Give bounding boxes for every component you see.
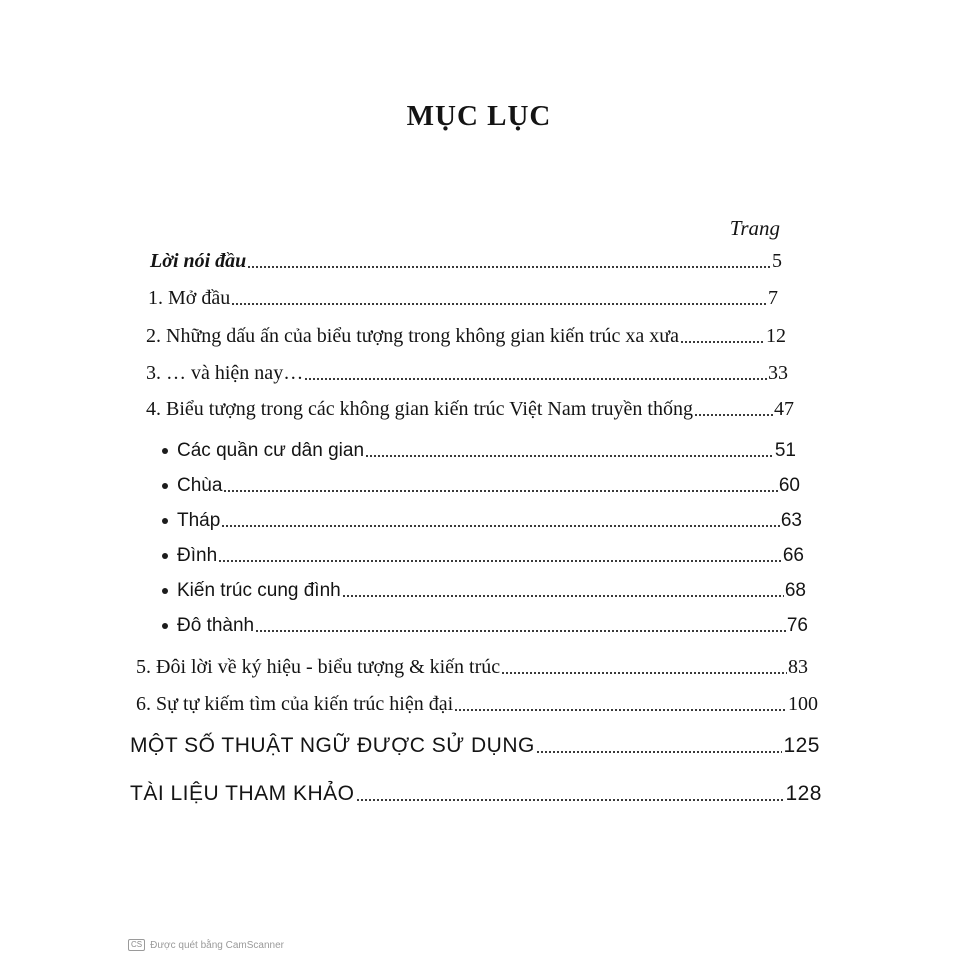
dot-leader [218, 545, 782, 567]
page-title: MỤC LỤC [406, 100, 552, 132]
toc-page-number: 100 [788, 693, 818, 715]
toc-subentry-tower [162, 510, 802, 532]
bullet-icon [162, 553, 168, 559]
dot-leader [247, 250, 771, 273]
toc-label: 2. Những dấu ấn của biểu tượng trong không gian kiến trúc xa xưa [146, 325, 679, 347]
toc-entry-6 [136, 693, 818, 716]
dot-leader [221, 510, 780, 532]
dot-leader [365, 440, 774, 462]
toc-subentry-royal-architecture [162, 580, 806, 602]
toc-label: Đình [177, 545, 218, 566]
toc-entry-4 [146, 398, 794, 421]
toc-page-number: 60 [778, 475, 800, 496]
dot-leader [304, 362, 767, 385]
toc-page-number: 68 [784, 580, 806, 601]
toc-page-number: 63 [780, 510, 802, 531]
scanner-watermark [128, 939, 284, 951]
toc-subentry-folk-settlements [162, 440, 796, 462]
toc-label: 4. Biểu tượng trong các không gian kiến trúc Việt Nam truyền thống [146, 398, 693, 420]
camscanner-logo-icon: CS [128, 939, 145, 951]
toc-page-number: 5 [772, 250, 782, 272]
toc-page-number: 7 [768, 287, 778, 309]
toc-label: Tháp [177, 510, 221, 531]
toc-label: MỘT SỐ THUẬT NGỮ ĐƯỢC SỬ DỤNG [130, 734, 535, 757]
toc-entry-5 [136, 656, 808, 679]
toc-label: 5. Đôi lời về ký hiệu - biểu tượng & kiến trúc [136, 656, 501, 678]
toc-page-number: 66 [782, 545, 804, 566]
toc-label: Chùa [177, 475, 223, 496]
toc-label: Lời nói đầu [150, 250, 247, 272]
toc-entry-2 [146, 325, 786, 348]
toc-label: TÀI LIỆU THAM KHẢO [130, 782, 355, 805]
toc-page-number: 83 [788, 656, 808, 678]
toc-label: 1. Mở đầu [148, 287, 231, 309]
toc-entry-glossary [130, 734, 820, 758]
bullet-icon [162, 518, 168, 524]
dot-leader [223, 475, 777, 497]
dot-leader [680, 325, 765, 348]
bullet-icon [162, 448, 168, 454]
toc-label: Các quần cư dân gian [177, 440, 365, 461]
toc-entry-1 [148, 287, 778, 310]
toc-entry-references [130, 782, 822, 806]
toc-label: Đô thành [177, 615, 255, 636]
watermark-text: Được quét bằng CamScanner [150, 939, 285, 951]
toc-label: Kiến trúc cung đình [177, 580, 341, 601]
dot-leader [501, 656, 787, 679]
bullet-icon [162, 588, 168, 594]
toc-label: 3. … và hiện nay… [146, 362, 304, 384]
dot-leader [356, 782, 785, 806]
toc-page-number: 128 [785, 782, 822, 805]
bullet-icon [162, 483, 168, 489]
toc-entry-preface [150, 250, 782, 273]
toc-subentry-communal-house [162, 545, 804, 567]
dot-leader [231, 287, 767, 310]
toc-page-number: 125 [783, 734, 820, 757]
bullet-icon [162, 623, 168, 629]
page-column-header: Trang [729, 216, 780, 240]
dot-leader [454, 693, 787, 716]
toc-page-number: 47 [774, 398, 794, 420]
toc-page-number: 76 [786, 615, 808, 636]
toc-page-number: 51 [774, 440, 796, 461]
dot-leader [694, 398, 773, 421]
dot-leader [536, 734, 783, 758]
toc-label: 6. Sự tự kiếm tìm của kiến trúc hiện đại [136, 693, 454, 715]
dot-leader [255, 615, 786, 637]
toc-entry-3 [146, 362, 788, 385]
toc-page-number: 12 [766, 325, 786, 347]
toc-subentry-pagoda [162, 475, 800, 497]
toc-page-number: 33 [768, 362, 788, 384]
toc-subentry-citadel [162, 615, 808, 637]
dot-leader [342, 580, 784, 602]
